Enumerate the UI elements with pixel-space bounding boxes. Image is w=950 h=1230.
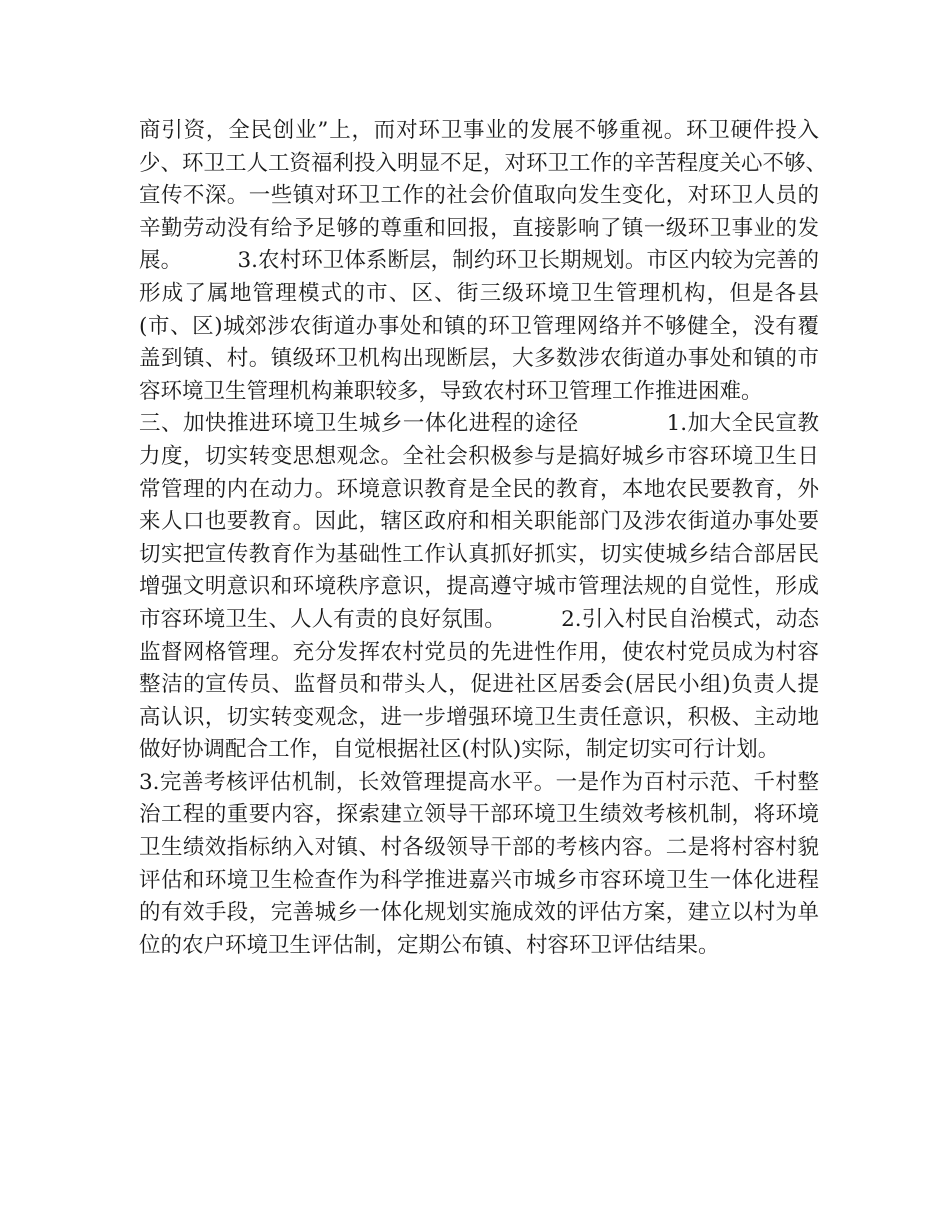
- text-line: 3.完善考核评估机制，长效管理提高水平。一是作为百村示范、千村整: [139, 769, 819, 795]
- section-heading-line: 三、加快推进环境卫生城乡一体化进程的途径 1.加大全民宣教: [139, 411, 819, 437]
- text-line: 卫生绩效指标纳入对镇、村各级领导干部的考核内容。二是将村容村貌: [139, 835, 819, 861]
- text-line: 商引资，全民创业”上，而对环卫事业的发展不够重视。环卫硬件投入: [139, 118, 819, 143]
- text-line: 监督网格管理。充分发挥农村党员的先进性作用，使农村党员成为村容: [139, 639, 819, 665]
- text-line: 评估和环境卫生检查作为科学推进嘉兴市城乡市容环境卫生一体化进程: [139, 867, 819, 893]
- text-line: 宣传不深。一些镇对环卫工作的社会价值取向发生变化，对环卫人员的: [139, 183, 819, 209]
- text-line: 来人口也要教育。因此，辖区政府和相关职能部门及涉农街道办事处要: [139, 509, 819, 535]
- text-line: 切实把宣传教育作为基础性工作认真抓好抓实，切实使城乡结合部居民: [139, 541, 819, 567]
- text-line: (市、区)城郊涉农街道办事处和镇的环卫管理网络并不够健全，没有覆: [139, 313, 819, 339]
- text-line: 容环境卫生管理机构兼职较多，导致农村环卫管理工作推进困难。: [139, 378, 763, 404]
- text-line: 做好协调配合工作，自觉根据社区(村队)实际，制定切实可行计划。: [139, 737, 780, 763]
- body-text: [139, 115, 828, 962]
- text-line: 少、环卫工人工资福利投入明显不足，对环卫工作的辛苦程度关心不够、: [139, 150, 828, 176]
- text-line: 辛勤劳动没有给予足够的尊重和回报，直接影响了镇一级环卫事业的发: [139, 215, 819, 241]
- text-line: 整洁的宣传员、监督员和带头人，促进社区居委会(居民小组)负责人提: [139, 672, 819, 698]
- text-line: 常管理的内在动力。环境意识教育是全民的教育，本地农民要教育，外: [139, 476, 819, 502]
- text-line: 市容环境卫生、人人有责的良好氛围。 2.引入村民自治模式，动态: [139, 606, 819, 632]
- text-line: 增强文明意识和环境秩序意识，提高遵守城市管理法规的自觉性，形成: [139, 574, 819, 600]
- text-line: 形成了属地管理模式的市、区、街三级环境卫生管理机构，但是各县: [139, 280, 819, 306]
- text-line: 力度，切实转变思想观念。全社会积极参与是搞好城乡市容环境卫生日: [139, 443, 819, 469]
- text-line: 治工程的重要内容，探索建立领导干部环境卫生绩效考核机制，将环境: [139, 802, 819, 828]
- text-line: 的有效手段，完善城乡一体化规划实施成效的评估方案，建立以村为单: [139, 900, 819, 926]
- text-line: 盖到镇、村。镇级环卫机构出现断层，大多数涉农街道办事处和镇的市: [139, 346, 819, 372]
- text-line: 高认识，切实转变观念，进一步增强环境卫生责任意识，积极、主动地: [139, 704, 819, 730]
- text-line: 位的农户环境卫生评估制，定期公布镇、村容环卫评估结果。: [139, 932, 720, 958]
- text-line: 展。 3.农村环卫体系断层，制约环卫长期规划。市区内较为完善的: [139, 248, 819, 274]
